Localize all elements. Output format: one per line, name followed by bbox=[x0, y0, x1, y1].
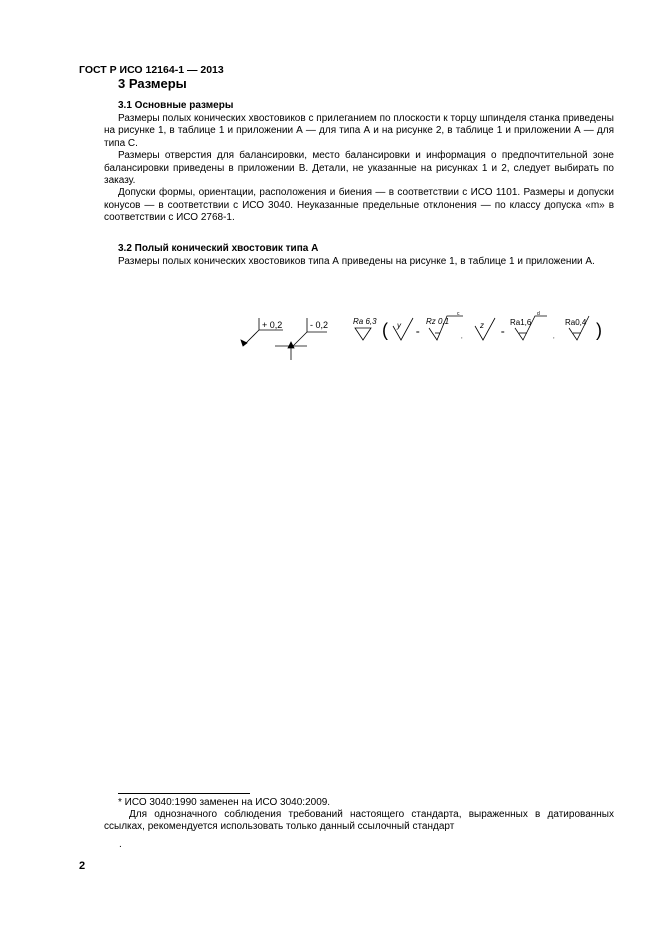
footnote-note bbox=[104, 809, 614, 834]
comma-1: , bbox=[461, 334, 463, 340]
roughness-main-icon bbox=[355, 328, 371, 340]
paragraph: Допуски формы, ориентации, расположения и биения — в соответствии с ИСО 1101. Размеры и допуски конусов — в соответствии с ИСО 3040. Неуказанные предельные отклонения — по классу допуска «m» в соответствии с ИСО 2768-1. bbox=[104, 187, 614, 224]
z-label: z bbox=[480, 321, 484, 330]
section-3-1-body bbox=[104, 113, 614, 225]
open-paren: ( bbox=[382, 320, 388, 340]
paragraph: Размеры отверстия для балансировки, место балансировки и информация о предпочтительной зоне балансировки приведены в приложении В. Детали, не указанные на рисунках 1 и 2, следует выбирать по заказу. bbox=[104, 150, 614, 187]
equals-sign: = bbox=[416, 330, 420, 336]
c-label: c bbox=[457, 311, 460, 317]
section-3-2-body bbox=[104, 256, 614, 268]
d-label: d bbox=[537, 311, 540, 317]
close-paren: ) bbox=[596, 320, 602, 340]
section-3-1-title: 3.1 Основные размеры bbox=[118, 100, 234, 111]
paragraph: Размеры полых конических хвостовиков с прилеганием по плоскости к торцу шпинделя станка приведены на рисунке 1, в таблице 1 и приложении А — для типа А и на рисунке 2, в таблице 1 и приложении А — для типа С. bbox=[104, 113, 614, 149]
page-number: 2 bbox=[79, 860, 86, 872]
paragraph: Размеры полых конических хвостовиков типа А приведены на рисунке 1, в таблице 1 и приложении А. bbox=[118, 256, 595, 267]
figure-symbols bbox=[235, 308, 625, 370]
ra16-label: Ra1,6 bbox=[510, 318, 532, 327]
footnote-text: * ИСО 3040:1990 заменен на ИСО 3040:2009. bbox=[118, 797, 331, 808]
roughness-z-icon bbox=[475, 318, 495, 340]
document-header: ГОСТ Р ИСО 12164-1 — 2013 bbox=[79, 64, 224, 76]
tolerance-minus-label: - 0,2 bbox=[310, 320, 329, 330]
section-3-2-title: 3.2 Полый конический хвостовик типа А bbox=[118, 243, 319, 254]
paragraph: Для однозначного соблюдения требований настоящего стандарта, выраженных в датированных ссылках, рекомендуется использовать только данный ссылочный стандарт bbox=[104, 809, 614, 833]
y-label: y bbox=[397, 321, 401, 330]
section-3-title: 3 Размеры bbox=[118, 76, 187, 91]
roughness-main-label: Ra 6,3 bbox=[353, 317, 377, 326]
ra04-label: Ra0,4 bbox=[565, 318, 587, 327]
footnote-dot: . bbox=[119, 839, 122, 850]
footnote-separator bbox=[118, 793, 250, 794]
roughness-y-icon bbox=[393, 318, 413, 340]
tolerance-plus-label: + 0,2 bbox=[262, 320, 283, 330]
comma-2: , bbox=[553, 334, 555, 340]
rz-label: Rz 0,1 bbox=[426, 317, 450, 326]
equals-sign-2: = bbox=[501, 330, 505, 336]
